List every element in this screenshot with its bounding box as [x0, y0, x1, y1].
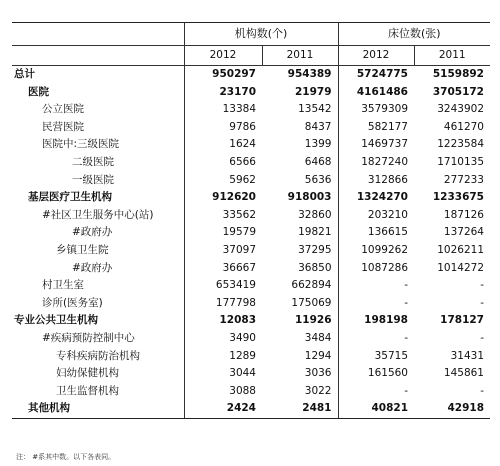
cell-value: 1014272	[437, 261, 484, 274]
table-row	[12, 101, 490, 119]
year-header: 2011	[262, 46, 338, 66]
cell-value: 161560	[338, 365, 414, 383]
cell-value: 9786	[184, 119, 262, 137]
cell-value: 12083	[184, 312, 262, 330]
cell-value: -	[480, 331, 484, 344]
cell-value: -	[480, 279, 484, 292]
cell-value: 35715	[338, 348, 414, 366]
cell-value: 1324270	[338, 189, 414, 207]
cell-value: 461270	[443, 120, 484, 133]
cell-value: -	[480, 296, 484, 309]
cell-value: 950297	[184, 66, 262, 84]
cell-value: 137264	[443, 226, 484, 239]
cell-value: 1827240	[338, 154, 414, 172]
cell-value: 3243902	[437, 103, 484, 116]
cell-value: 145861	[443, 367, 484, 380]
cell-value: 37295	[298, 243, 332, 256]
cell-value: 1399	[304, 138, 332, 151]
cell-value: 136615	[338, 224, 414, 242]
row-label: #政府办	[72, 261, 113, 274]
cell-value: 19821	[298, 226, 332, 239]
table-row	[12, 312, 490, 330]
cell-value: 1624	[184, 136, 262, 154]
cell-value: 203210	[338, 207, 414, 225]
cell-value: 36850	[298, 261, 332, 274]
cell-value: 198198	[338, 312, 414, 330]
row-label: 基层医疗卫生机构	[28, 191, 112, 204]
table-row	[12, 295, 490, 313]
cell-value: 3088	[184, 383, 262, 401]
row-label: 专科疾病防治机构	[56, 349, 140, 362]
cell-value: 2424	[184, 400, 262, 418]
cell-value: 1223584	[437, 138, 484, 151]
cell-value: -	[338, 330, 414, 348]
cell-value: 13542	[298, 103, 332, 116]
cell-value: 662894	[291, 279, 332, 292]
table-row	[12, 84, 490, 102]
row-label: 二级医院	[72, 155, 114, 168]
header-beds: 床位数(张)	[338, 23, 490, 46]
cell-value: 1026211	[437, 243, 484, 256]
health-institutions-table	[12, 22, 490, 419]
cell-value: 1233675	[432, 191, 484, 204]
row-label: 乡镇卫生院	[56, 243, 109, 256]
cell-value: 21979	[294, 85, 332, 98]
cell-value: 177798	[184, 295, 262, 313]
cell-value: 3022	[304, 384, 332, 397]
cell-value: -	[338, 295, 414, 313]
cell-value: 5724775	[338, 66, 414, 84]
row-label: #疾病预防控制中心	[42, 331, 135, 344]
year-header: 2012	[338, 46, 414, 66]
cell-value: 912620	[184, 189, 262, 207]
cell-value: 3579309	[338, 101, 414, 119]
cell-value: 1469737	[338, 136, 414, 154]
cell-value: 178127	[440, 314, 484, 327]
table-row	[12, 330, 490, 348]
cell-value: 3484	[304, 331, 332, 344]
cell-value: 918003	[287, 191, 332, 204]
cell-value: 277233	[443, 173, 484, 186]
row-label: 其他机构	[12, 400, 184, 418]
cell-value: 6468	[304, 155, 332, 168]
cell-value: 1087286	[338, 260, 414, 278]
row-label: #社区卫生服务中心(站)	[42, 208, 154, 221]
cell-value: -	[480, 384, 484, 397]
table-row	[12, 277, 490, 295]
row-label: 村卫生室	[42, 279, 84, 292]
row-label: 妇幼保健机构	[56, 367, 119, 380]
year-header: 2011	[414, 46, 490, 66]
cell-value: 5962	[184, 172, 262, 190]
cell-value: 5636	[304, 173, 332, 186]
cell-value: 2481	[262, 400, 338, 418]
cell-value: 32860	[298, 208, 332, 221]
row-label: 民营医院	[42, 120, 84, 133]
row-label: 专业公共卫生机构	[14, 314, 98, 327]
cell-value: 312866	[338, 172, 414, 190]
table-row	[12, 119, 490, 137]
cell-value: 175069	[291, 296, 332, 309]
table-row	[12, 260, 490, 278]
cell-value: 1294	[304, 349, 332, 362]
cell-value: 4161486	[338, 84, 414, 102]
cell-value: -	[338, 277, 414, 295]
row-label: 公立医院	[42, 103, 84, 116]
header-blank	[12, 23, 184, 46]
year-header: 2012	[184, 46, 262, 66]
row-label: 诊所(医务室)	[42, 296, 103, 309]
table-row	[12, 400, 490, 418]
table-row	[12, 383, 490, 401]
cell-value: 33562	[184, 207, 262, 225]
cell-value: 1289	[184, 348, 262, 366]
cell-value: 653419	[184, 277, 262, 295]
row-label: 医院	[28, 85, 49, 98]
row-label: 医院中:三级医院	[42, 138, 120, 151]
cell-value: 1710135	[437, 155, 484, 168]
cell-value: -	[338, 383, 414, 401]
table-row	[12, 189, 490, 207]
cell-value: 13384	[184, 101, 262, 119]
cell-value: 1099262	[338, 242, 414, 260]
footnote: 注： #系其中数。以下各表同。	[16, 453, 116, 461]
table-row	[12, 242, 490, 260]
table-row	[12, 348, 490, 366]
row-label: 一级医院	[72, 173, 114, 186]
row-label: 总计	[14, 68, 35, 80]
row-label: 卫生监督机构	[56, 384, 119, 397]
cell-value: 3044	[184, 365, 262, 383]
cell-value: 31431	[450, 349, 484, 362]
cell-value: 954389	[287, 68, 332, 80]
cell-value: 19579	[184, 224, 262, 242]
table-row	[12, 136, 490, 154]
cell-value: 42918	[414, 400, 490, 418]
header-institutions: 机构数(个)	[184, 23, 338, 46]
cell-value: 37097	[184, 242, 262, 260]
table-row	[12, 224, 490, 242]
table-row	[12, 207, 490, 225]
table-row	[12, 365, 490, 383]
cell-value: 582177	[338, 119, 414, 137]
cell-value: 187126	[443, 208, 484, 221]
cell-value: 5159892	[432, 68, 484, 80]
table-row	[12, 66, 490, 84]
cell-value: 3705172	[432, 85, 484, 98]
table-row	[12, 172, 490, 190]
cell-value: 3036	[304, 367, 332, 380]
cell-value: 3490	[184, 330, 262, 348]
row-label: #政府办	[72, 226, 113, 239]
table-row	[12, 154, 490, 172]
cell-value: 23170	[184, 84, 262, 102]
header-blank-2	[12, 46, 184, 66]
cell-value: 11926	[294, 314, 332, 327]
cell-value: 40821	[338, 400, 414, 418]
cell-value: 36667	[184, 260, 262, 278]
cell-value: 8437	[304, 120, 332, 133]
cell-value: 6566	[184, 154, 262, 172]
